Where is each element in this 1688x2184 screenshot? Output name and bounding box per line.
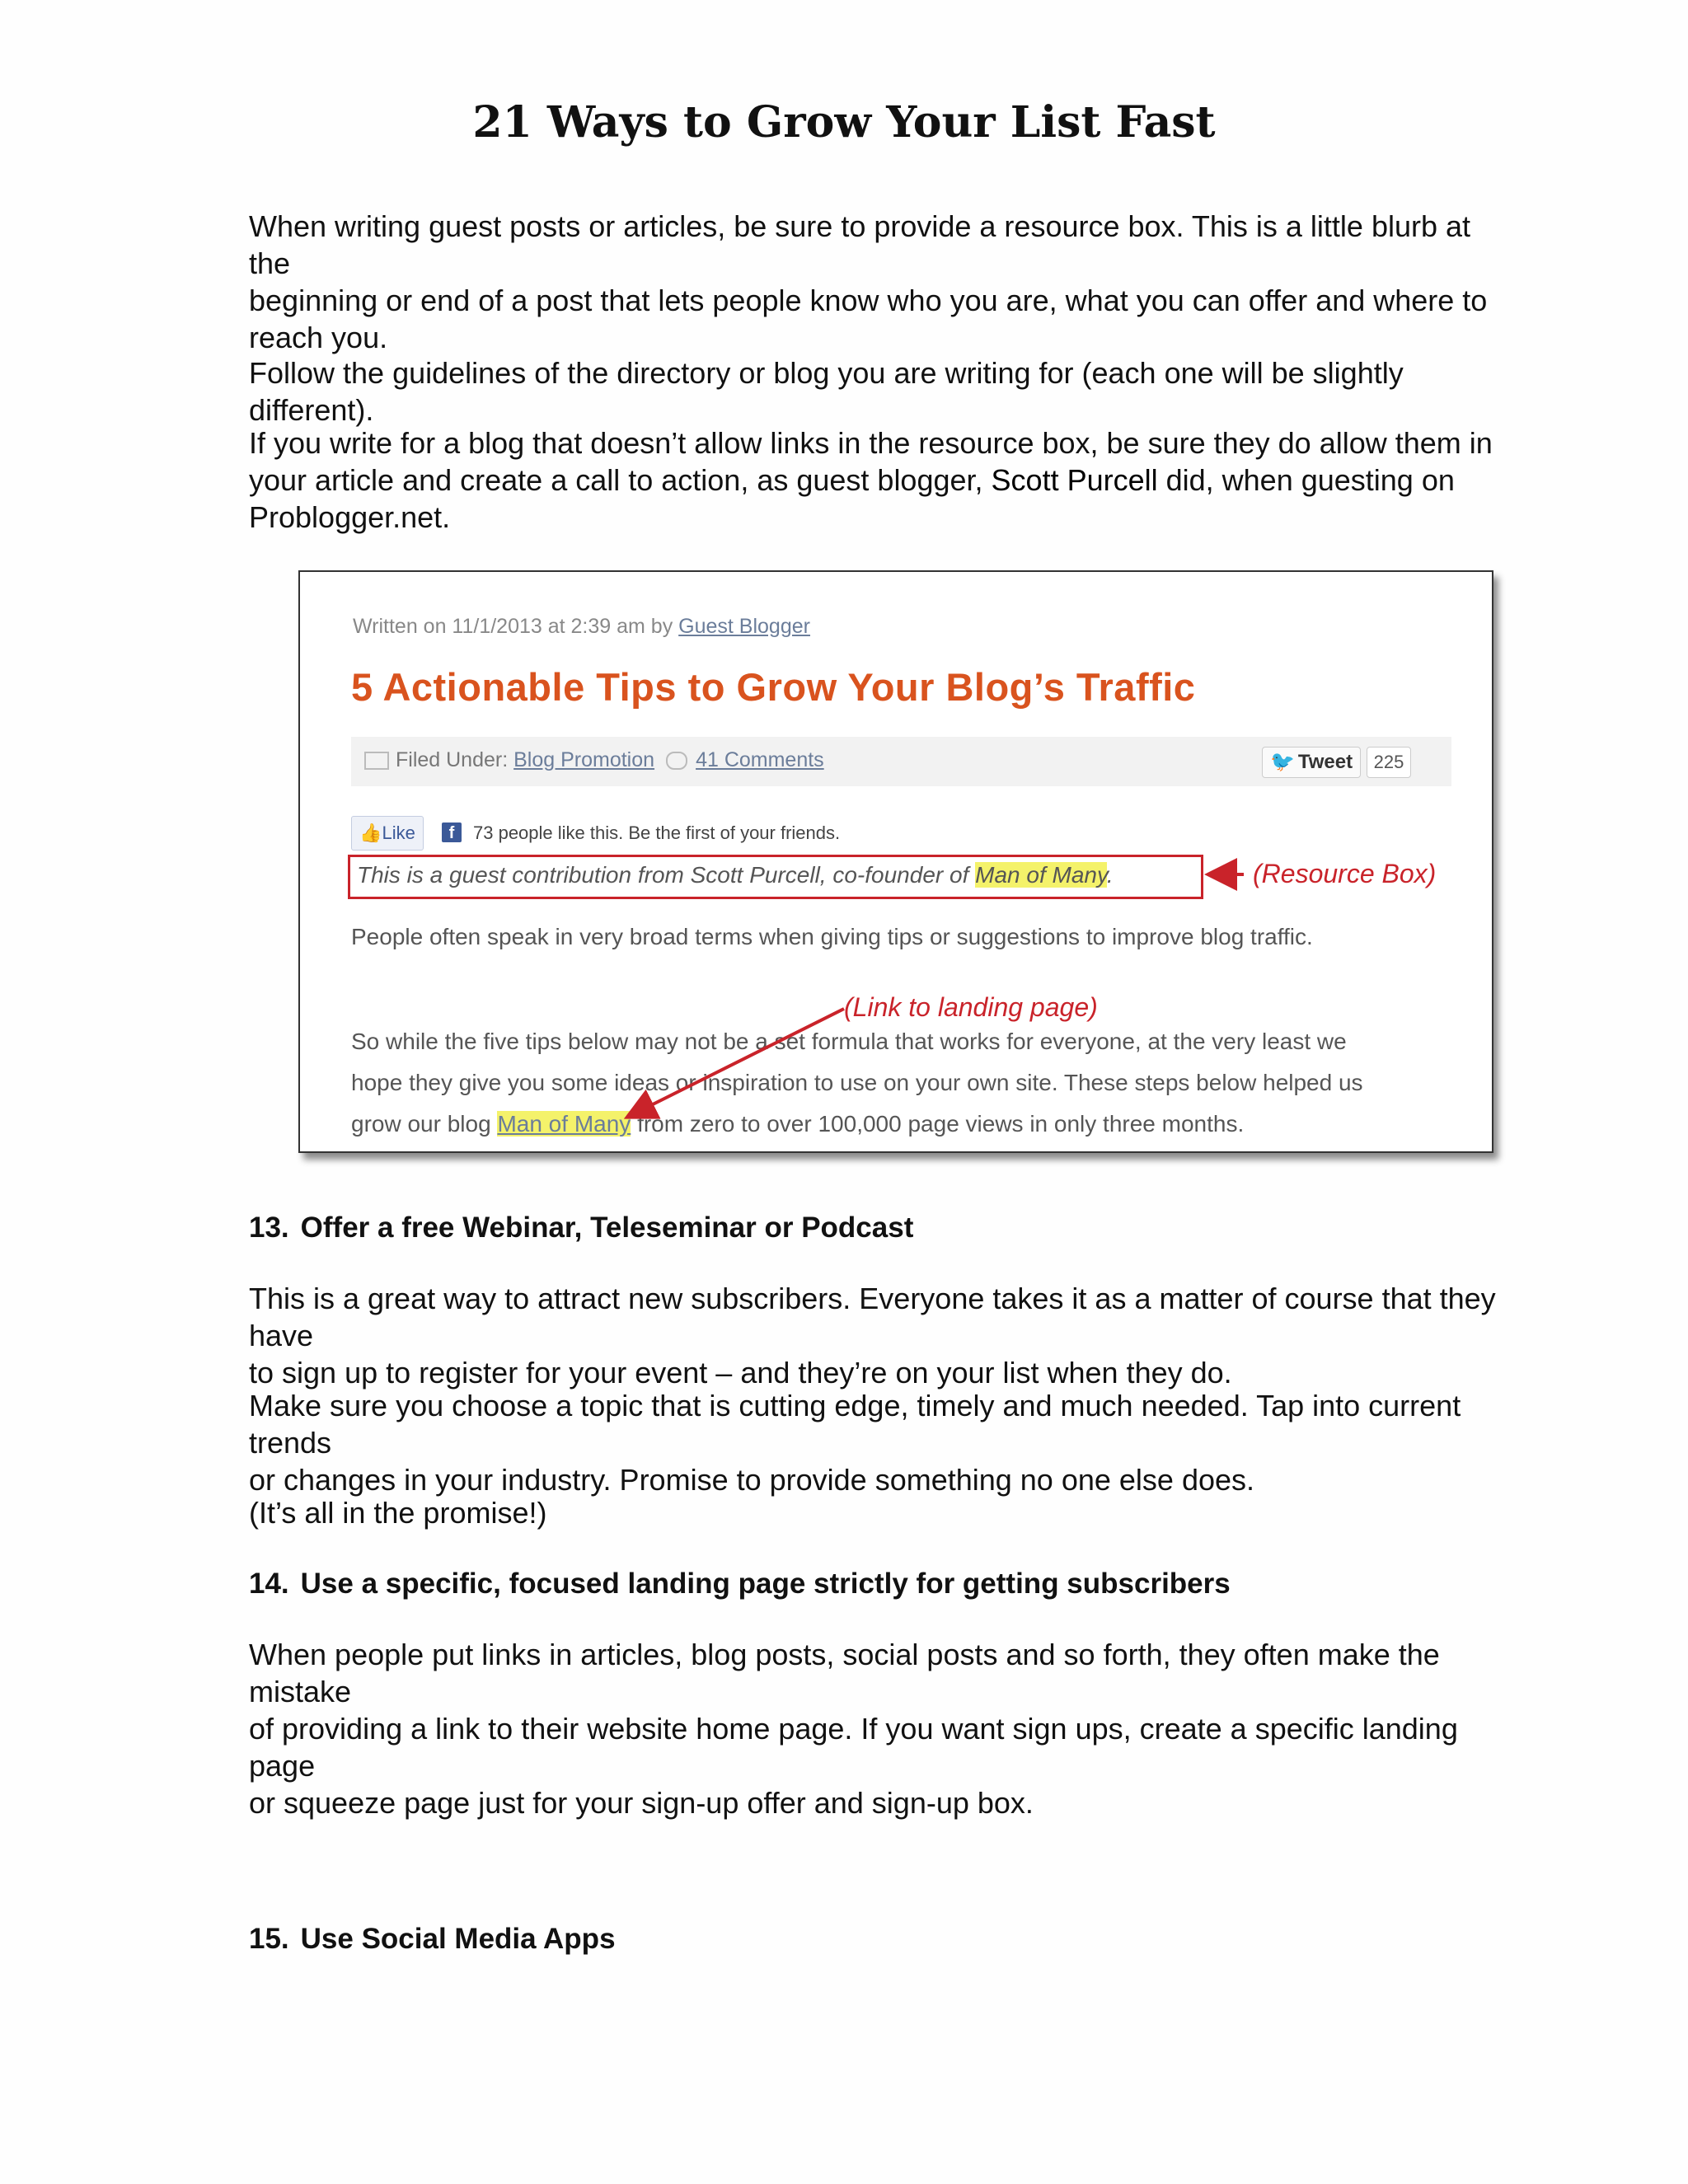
section-13-paragraph-3: (It’s all in the promise!) xyxy=(249,1496,547,1530)
text-line: or changes in your industry. Promise to provide something no one else does. xyxy=(249,1463,1255,1497)
section-13-paragraph-1 xyxy=(249,1280,1518,1391)
section-14-heading: 14. Use a specific, focused landing page strictly for getting subscribers xyxy=(249,1568,1231,1600)
man-of-many-highlight[interactable]: Man of Many xyxy=(975,862,1107,888)
text-line: grow our blog Man of Many from zero to over 100,000 page views in only three months. xyxy=(351,1111,1245,1137)
text-line: hope they give you some ideas or inspiration to use on your own site. These steps below helped us xyxy=(351,1070,1363,1095)
section-14-paragraph xyxy=(249,1636,1518,1821)
page-title: 21 Ways to Grow Your List Fast xyxy=(472,97,1216,148)
text-line: So while the five tips below may not be a set formula that works for everyone, at the very least we xyxy=(351,1029,1347,1054)
section-13-paragraph-2 xyxy=(249,1387,1518,1498)
intro-paragraph-3 xyxy=(249,424,1518,536)
section-13-heading: 13. Offer a free Webinar, Teleseminar or Podcast xyxy=(249,1212,914,1244)
tweet-count: 225 xyxy=(1367,747,1411,778)
text-line: reach you. xyxy=(249,321,388,354)
section-15-heading: 15. Use Social Media Apps xyxy=(249,1923,616,1955)
text-line: Problogger.net. xyxy=(249,500,451,534)
facebook-like-button[interactable]: 👍Like xyxy=(351,816,424,851)
landing-page-annotation: (Link to landing page) xyxy=(844,992,1098,1022)
filed-under: Filed Under: Blog Promotion 41 Comments xyxy=(364,748,824,772)
landing-page-arrow xyxy=(630,1009,844,1116)
comments-link[interactable]: 41 Comments xyxy=(696,748,824,771)
text-line: your article and create a call to action, as guest blogger, Scott Purcell did, when guesting on xyxy=(249,463,1455,497)
facebook-icon: f xyxy=(442,823,462,842)
text-line: When people put links in articles, blog posts, social posts and so forth, they often make the mistake xyxy=(249,1638,1440,1708)
text-line: to sign up to register for your event – and they’re on your list when they do. xyxy=(249,1356,1232,1390)
text-line: If you write for a blog that doesn’t allow links in the resource box, be sure they do allow them in xyxy=(249,426,1493,460)
text-line: or squeeze page just for your sign-up offer and sign-up box. xyxy=(249,1786,1034,1820)
intro-paragraph-2: Follow the guidelines of the directory or blog you are writing for (each one will be slightly different). xyxy=(249,356,1404,427)
landing-page-link[interactable]: Man of Many xyxy=(497,1111,631,1137)
text-line: When writing guest posts or articles, be sure to provide a resource box. This is a little blurb at the xyxy=(249,209,1471,280)
text-line: This is a great way to attract new subscribers. Everyone takes it as a matter of course that they have xyxy=(249,1282,1496,1352)
post-body-paragraph-1: People often speak in very broad terms when giving tips or suggestions to improve blog traffic. xyxy=(351,924,1313,949)
post-title[interactable]: 5 Actionable Tips to Grow Your Blog’s Traffic xyxy=(351,665,1196,709)
author-link[interactable]: Guest Blogger xyxy=(678,615,810,638)
facebook-like-text: 73 people like this. Be the first of your friends. xyxy=(473,823,841,843)
post-meta: Written on 11/1/2013 at 2:39 am by Guest Blogger xyxy=(353,615,810,638)
twitter-bird-icon: 🐦 xyxy=(1269,751,1295,773)
text-line: Make sure you choose a topic that is cutting edge, timely and much needed. Tap into current trends xyxy=(249,1389,1461,1460)
text-line: beginning or end of a post that lets people know who you are, what you can offer and where to xyxy=(249,284,1488,317)
guest-blogger-name: Scott Purcell xyxy=(991,463,1158,497)
category-link[interactable]: Blog Promotion xyxy=(513,748,655,771)
resource-box-text: This is a guest contribution from Scott Purcell, co-founder of Man of Many. xyxy=(357,862,1114,888)
text-line: of providing a link to their website home page. If you want sign ups, create a specific landing page xyxy=(249,1712,1458,1783)
intro-paragraph-1 xyxy=(249,208,1518,356)
resource-box-annotation: (Resource Box) xyxy=(1253,859,1437,888)
annotation-arrows xyxy=(308,580,1484,1143)
tweet-button[interactable]: 🐦 Tweet xyxy=(1262,747,1361,778)
blog-screenshot xyxy=(298,570,1493,1153)
